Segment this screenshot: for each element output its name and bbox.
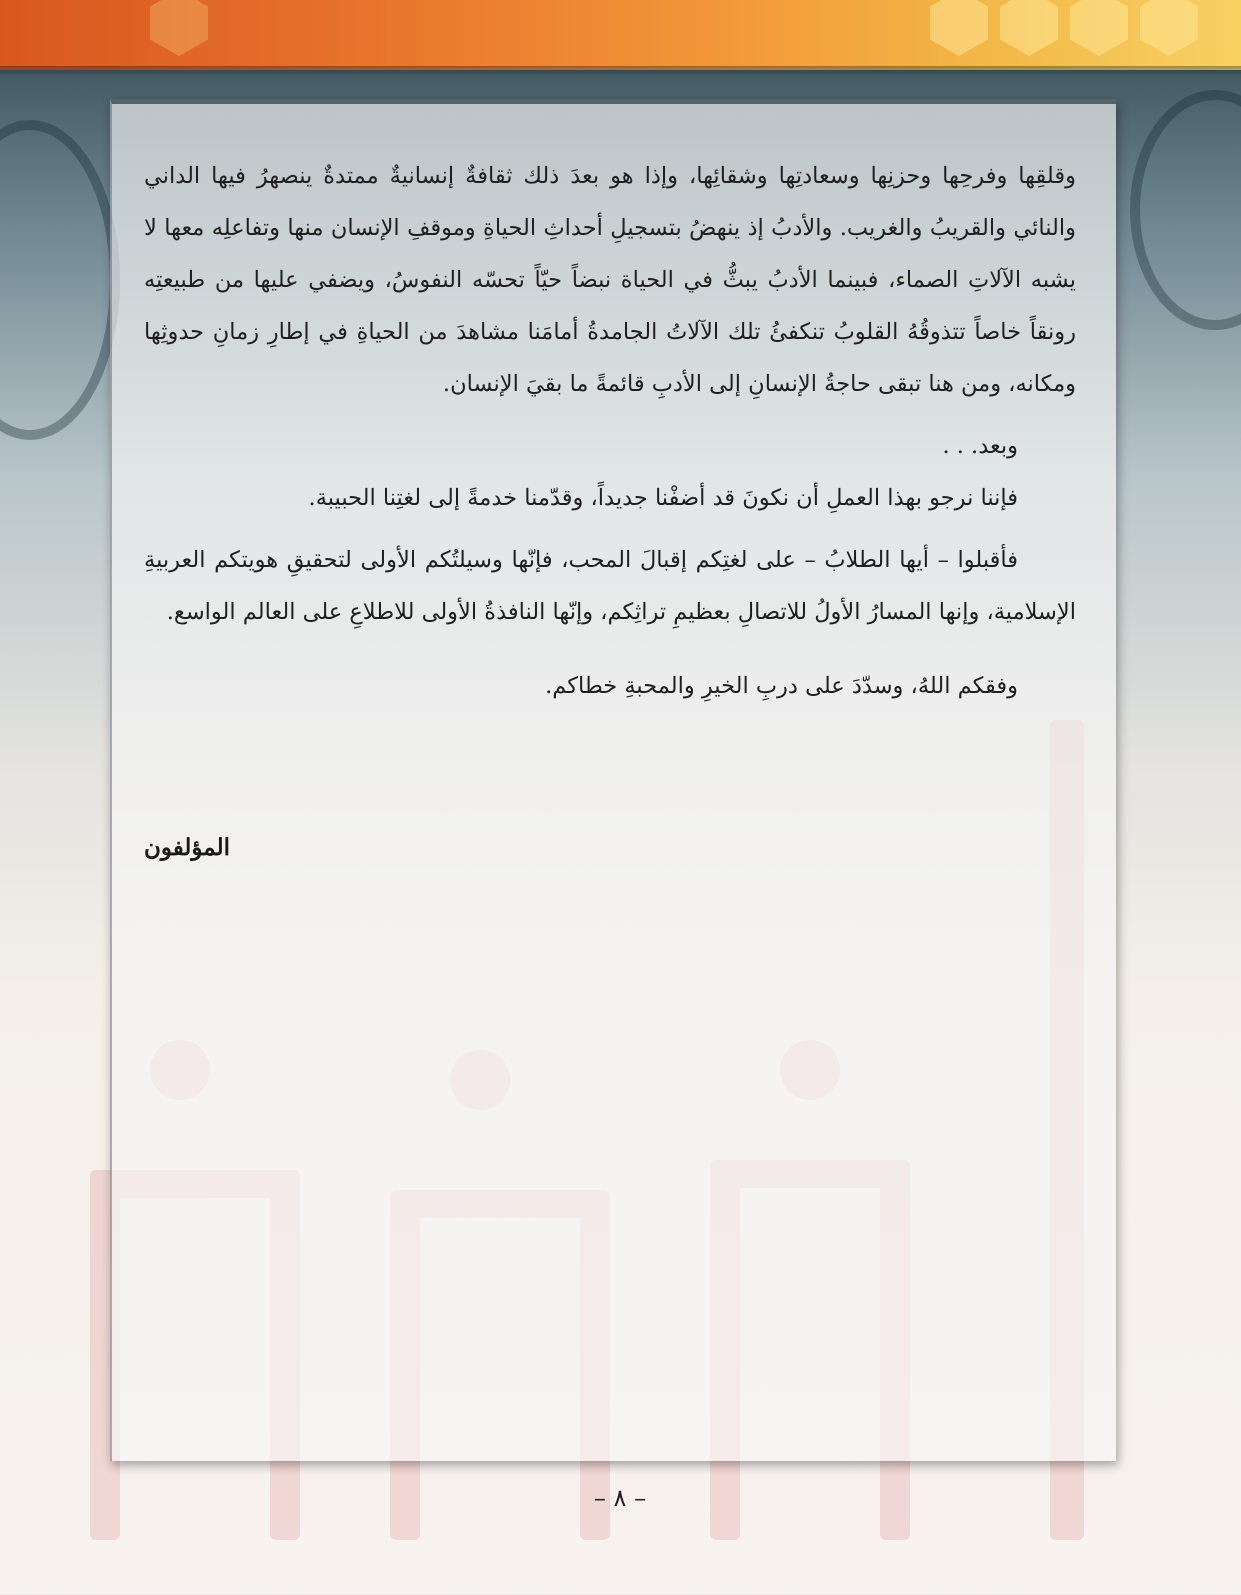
paragraph-transition: وبعد. . . xyxy=(942,433,1018,459)
banner-hexagon xyxy=(930,0,988,56)
paragraph-hope: فإننا نرجو بهذا العملِ أن نكونَ قد أضفْنا جديداً، وقدّمنا خدمةً إلى لغتِنا الحبيبة. xyxy=(308,485,1018,511)
paragraph-culture: وقلقِها وفرحِها وحزنِها وسعادتِها وشقائِها، وإذا هو بعدَ ذلك ثقافةٌ إنسانيةٌ ممتدةٌ ينصهرُ فيها الداني والنائي والقريبُ والغريب. والأدبُ إذ ينهضُ بتسجيلِ أحداثِ الحياةِ وموقفِ الإنسان منها وتفاعلِه معها لا يشبه الآلاتِ الصماء، فبينما الأدبُ يبثُّ في الحياة نبضاً حيّاً تحسّه النفوسُ، ويضفي عليها من طبيعتِه رونقاً خاصاً تتذوقُهُ القلوبُ تنكفئُ تلك الآلاتُ الجامدةُ أمامَنا مشاهدَ من الحياةِ في إطارِ زمانِ حدوثِها ومكانه، ومن هنا تبقى حاجةُ الإنسانِ إلى الأدبِ قائمةً ما بقيَ الإنسان. xyxy=(144,163,1076,397)
decorative-swirl xyxy=(0,120,120,440)
authors-signature: المؤلفون xyxy=(144,834,230,861)
banner-hexagon xyxy=(1140,0,1198,56)
banner-hexagon xyxy=(1000,0,1058,56)
paragraph-students: فأقبلوا – أيها الطلابُ – على لغتِكم إقبالَ المحب، فإنّها وسيلتُكم الأولى لتحقيقِ هويتكم العربيةِ الإسلامية، وإنها المسارُ الأولُ للاتصالِ بعظيمِ تراثِكم، وإنّها النافذةُ الأولى للاطلاعِ على العالم الواسع. xyxy=(144,547,1076,625)
banner-hexagon xyxy=(1070,0,1128,56)
banner-shadow xyxy=(0,66,1241,76)
page-number: – ٨ – xyxy=(593,1484,647,1512)
preface-text xyxy=(144,150,1076,712)
paragraph-blessing: وفقكم اللهُ، وسدّدَ على دربِ الخيرِ والمحبةِ خطاكم. xyxy=(545,673,1018,699)
decorative-swirl xyxy=(1130,90,1241,330)
banner-hexagon xyxy=(150,0,208,56)
top-banner xyxy=(0,0,1241,70)
